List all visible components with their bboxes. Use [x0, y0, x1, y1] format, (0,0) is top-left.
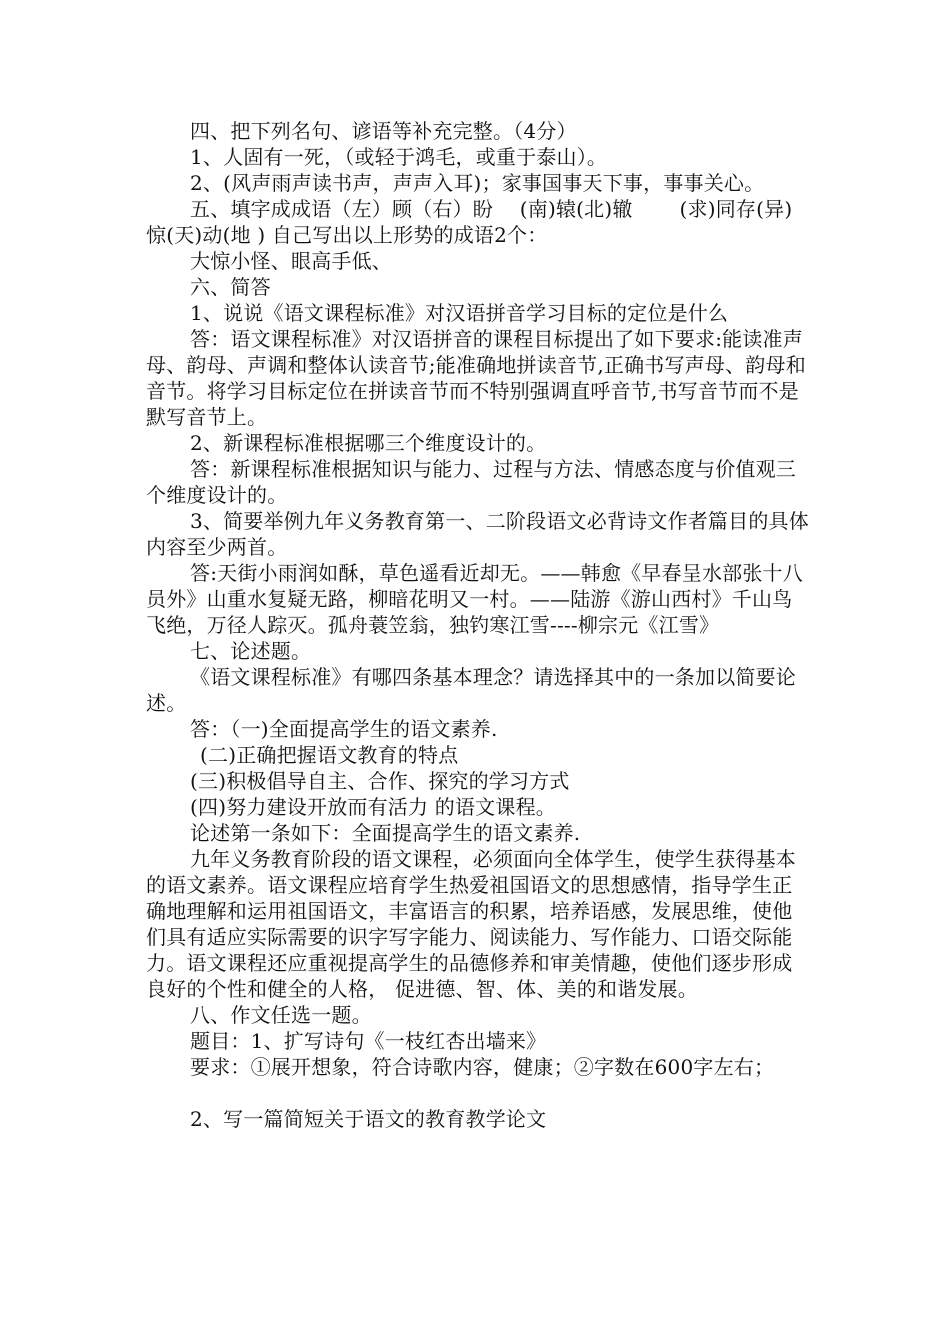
section-heading: 四、把下列名句、谚语等补充完整。（4分） [190, 119, 577, 143]
paragraph: 九年义务教育阶段的语文课程，必须面向全体学生，使学生获得基本的语文素养。语文课程应培育学生热爱祖国语文的思想感情，指导学生正确地理解和运用祖国语文，丰富语言的积累，培养语感，发展思维，使他们具有适应实际需要的识字写字能力、阅读能力、写作能力、口语交际能力。语文课程还应重视提高学生的品德修养和审美情趣，使他们逐步形成良好的个性和健全的人格， 促进德、智、体、美的和谐发展。 [146, 847, 796, 1001]
list-item: (二)正确把握语文教育的特点 [200, 743, 459, 767]
document-body [146, 118, 820, 1132]
paragraph: 2、(风声雨声读书声，声声入耳)；家事国事天下事，事事关心。 [190, 171, 765, 195]
list-item: (三)积极倡导自主、合作、探究的学习方式 [190, 769, 570, 793]
answer: 答：语文课程标准》对汉语拼音的课程目标提出了如下要求:能读准声母、韵母、声调和整体认读音节;能准确地拼读音节,正确书写声母、韵母和音节。将学习目标定位在拼读音节而不特别强调直呼音节,书写音节而不是默写音节上。 [146, 327, 806, 429]
paragraph: 题目：1、扩写诗句《一枝红杏出墙来》 [190, 1029, 547, 1053]
paragraph: 1、人固有一死，（或轻于鸿毛，或重于泰山）。 [190, 145, 608, 169]
section-heading: 七、论述题。 [190, 639, 312, 663]
section-heading: 八、作文任选一题。 [190, 1003, 372, 1027]
question: 1、说说《语文课程标准》对汉语拼音学习目标的定位是什么 [190, 301, 729, 325]
blank-line [146, 1080, 810, 1106]
answer: 答：（一)全面提高学生的语文素养. [190, 717, 498, 741]
section-heading: 五、填字成成语（左）顾（右）盼 (南)辕(北)辙 (求)同存(异) 惊(天)动(地 ) 自己写出以上形势的成语2个： [146, 197, 820, 247]
paragraph: 大惊小怪、眼高手低、 [190, 249, 392, 273]
list-item: (四)努力建设开放而有活力 的语文课程。 [190, 795, 556, 819]
paragraph: 论述第一条如下：全面提高学生的语文素养. [190, 821, 581, 845]
question: 3、简要举例九年义务教育第一、二阶段语文必背诗文作者篇目的具体内容至少两首。 [146, 509, 809, 559]
question: 《语文课程标准》有哪四条基本理念？请选择其中的一条加以简要论述。 [146, 665, 796, 715]
answer: 答:天街小雨润如酥，草色遥看近却无。——韩愈《早春呈水部张十八员外》山重水复疑无路，柳暗花明又一村。——陆游《游山西村》千山鸟飞绝，万径人踪灭。孤舟蓑笠翁，独钓寒江雪----柳宗元《江雪》 [146, 561, 803, 637]
paragraph: 2、写一篇简短关于语文的教育教学论文 [190, 1107, 547, 1131]
paragraph: 要求：①展开想象，符合诗歌内容，健康；②字数在600字左右； [190, 1055, 775, 1079]
answer: 答：新课程标准根据知识与能力、过程与方法、情感态度与价值观三个维度设计的。 [146, 457, 796, 507]
question: 2、新课程标准根据哪三个维度设计的。 [190, 431, 547, 455]
section-heading: 六、简答 [190, 275, 271, 299]
